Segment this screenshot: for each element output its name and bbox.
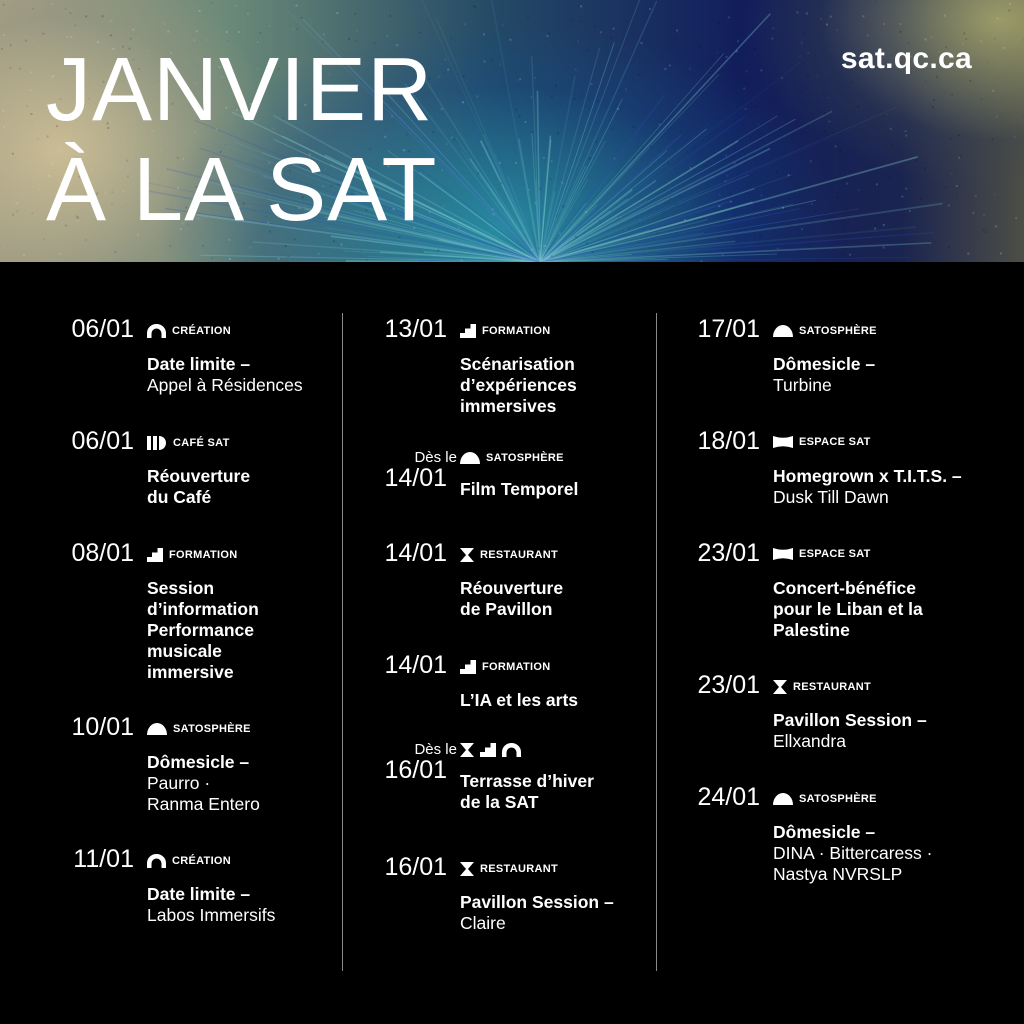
event-text [773,466,962,508]
dome-icon [773,324,793,337]
event-date: 16/01 [384,756,447,784]
event-text [773,710,927,752]
event-text [460,479,578,500]
event-category [147,436,230,450]
glass-icon [460,548,474,562]
category-label: RESTAURANT [793,681,871,693]
event-category [773,680,871,694]
event-category [460,548,558,562]
event-title-line: immersive [147,662,234,682]
event-title-line: Film Temporel [460,479,579,499]
title-line-1: JANVIER [46,40,434,140]
event-detail-line: Turbine [773,375,832,395]
event-detail-line: Ellxandra [773,731,846,751]
event-text [147,578,259,683]
event-date: 24/01 [697,783,760,811]
event-category [773,324,877,337]
event-text [773,822,932,885]
event-item [0,315,330,441]
header-banner [0,0,1024,262]
category-label: FORMATION [482,325,551,337]
arch-icon [147,854,166,868]
event-category [773,548,871,560]
event-item [313,853,643,979]
event-title-line: Pavillon Session – [773,710,927,730]
category-label: CRÉATION [172,325,232,337]
arch-icon [147,324,166,338]
event-title-line: d’expériences [460,375,577,395]
event-category [773,436,871,448]
event-title-line: immersives [460,396,557,416]
dome-icon [147,722,167,735]
category-label: FORMATION [482,661,551,673]
date-prefix: Dès le [414,449,457,466]
event-title-line: Date limite – [147,354,251,374]
event-title-line: Réouverture [147,466,251,486]
event-title-line: Pavillon Session – [460,892,614,912]
stairs-icon [480,743,496,757]
event-date: 17/01 [697,315,760,343]
category-label: SATOSPHÈRE [799,792,877,805]
event-title-line: pour le Liban et la [773,599,923,619]
category-label: RESTAURANT [480,549,558,561]
category-label: ESPACE SAT [799,436,871,448]
category-label: SATOSPHÈRE [486,451,564,464]
category-label: RESTAURANT [480,863,558,875]
event-date: 06/01 [71,315,134,343]
event-item [0,713,330,839]
event-item [626,671,956,797]
banner-icon [773,436,793,448]
title-line-2: À LA SAT [46,140,438,240]
event-text [460,892,614,934]
event-title-line: Scénarisation [460,354,575,374]
event-text [147,884,275,926]
stairs-icon [460,660,476,674]
event-text [460,578,563,620]
arch-icon [502,743,521,757]
event-date: 14/01 [384,539,447,567]
event-date: 23/01 [697,539,760,567]
event-item [0,845,330,971]
event-date: 11/01 [73,845,134,873]
event-text [147,354,303,396]
event-title-line: Concert-bénéfice [773,578,916,598]
event-item [626,783,956,909]
banner-icon [773,548,793,560]
event-category [460,743,521,757]
category-label: ESPACE SAT [799,548,871,560]
event-text [147,752,260,815]
event-category [147,324,231,338]
event-date: 23/01 [697,671,760,699]
event-detail-line: Labos Immersifs [147,905,276,925]
event-detail-line: Claire [460,913,506,933]
event-category [460,324,551,338]
event-item [0,427,330,553]
event-item [313,741,643,861]
event-text [460,771,594,813]
category-label: SATOSPHÈRE [173,722,251,735]
page-title [46,40,438,240]
event-item [0,539,330,682]
event-category [147,722,251,735]
event-title-line: de la SAT [460,792,539,812]
event-title-line: Date limite – [147,884,251,904]
event-title-line: du Café [147,487,212,507]
glass-icon [460,862,474,876]
event-category [147,548,238,562]
event-title-line: L’IA et les arts [460,690,579,710]
event-category [460,451,564,464]
event-item [626,315,956,441]
event-category [773,792,877,805]
event-detail-line: Nastya NVRSLP [773,864,903,884]
date-prefix: Dès le [414,741,457,758]
event-text [147,466,250,508]
event-item [626,539,956,665]
event-text [773,354,875,396]
event-date: 18/01 [697,427,760,455]
event-title-line: Palestine [773,620,850,640]
event-title-line: musicale [147,641,222,661]
event-detail-line: Paurro · [147,773,211,793]
event-detail-line: Appel à Résidences [147,375,303,395]
glass-icon [460,743,474,757]
event-date: 13/01 [384,315,447,343]
event-title-line: Session [147,578,215,598]
stairs-icon [147,548,163,562]
dome-icon [773,792,793,805]
event-text [773,578,923,641]
event-category [460,660,551,674]
event-text [460,690,578,711]
event-date: 16/01 [384,853,447,881]
category-label: CRÉATION [172,855,232,867]
event-category [460,862,558,876]
event-title-line: Performance [147,620,254,640]
event-title-line: de Pavillon [460,599,553,619]
stairs-icon [460,324,476,338]
event-title-line: Terrasse d’hiver [460,771,594,791]
event-title-line: Dômesicle – [773,822,876,842]
event-detail-line: DINA · Bittercaress · [773,843,933,863]
category-label: CAFÉ SAT [173,437,230,449]
category-label: FORMATION [169,549,238,561]
cafe-icon [147,436,167,450]
event-item [313,539,643,665]
event-detail-line: Dusk Till Dawn [773,487,889,507]
event-item [626,427,962,553]
event-title-line: Homegrown x T.I.T.S. – [773,466,962,486]
category-label: SATOSPHÈRE [799,324,877,337]
event-title-line: d’information [147,599,259,619]
glass-icon [773,680,787,694]
event-date: 10/01 [71,713,134,741]
event-date: 06/01 [71,427,134,455]
event-date: 14/01 [384,464,447,492]
event-date: 14/01 [384,651,447,679]
website-link[interactable]: sat.qc.ca [840,42,972,75]
event-detail-line: Ranma Entero [147,794,260,814]
event-date: 08/01 [71,539,134,567]
event-text [460,354,577,417]
dome-icon [460,451,480,464]
event-category [147,854,231,868]
event-title-line: Dômesicle – [773,354,876,374]
event-title-line: Dômesicle – [147,752,250,772]
event-item [313,315,643,441]
event-title-line: Réouverture [460,578,564,598]
